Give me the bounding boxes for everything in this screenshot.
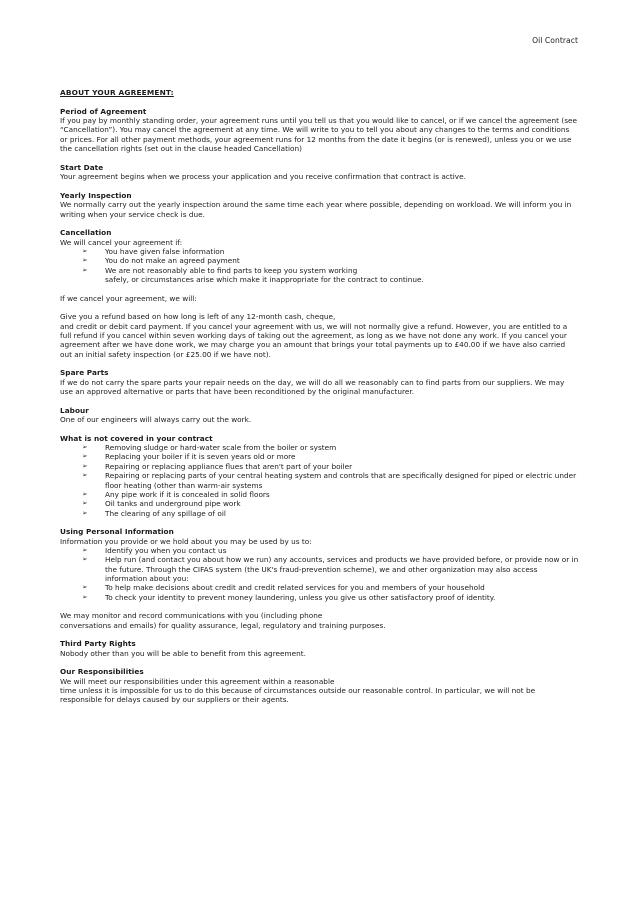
list-item-label: Repairing or replacing parts of your central heating system and controls that are specifically designed for piped or electric under floor heating (other than warm-air systems (105, 471, 577, 490)
list-item (60, 247, 579, 256)
list-item (60, 266, 579, 275)
list-item (60, 583, 579, 592)
section-period-of-agreement (60, 107, 579, 154)
list-item (60, 546, 579, 555)
bullet-arrow-icon: ➢ (82, 489, 88, 498)
section-intro: Information you provide or we hold about you may be used by us to: (60, 536, 312, 546)
spacer (60, 658, 579, 667)
section-heading: Our Responsibilities (60, 667, 144, 677)
spacer (60, 518, 579, 527)
section-yearly-inspection (60, 191, 579, 219)
section-heading: Yearly Inspection (60, 190, 132, 200)
not-covered-bullet-list (60, 443, 579, 518)
list-item-label: Identify you when you contact us (105, 545, 227, 555)
section-paragraph: time unless it is impossible for us to do this because of circumstances outside our reasonable control. In particular, we will not be responsible for delays caused by our suppliers or their agents. (60, 686, 536, 705)
spacer (60, 424, 579, 433)
spacer (60, 219, 579, 228)
bullet-arrow-icon: ➢ (82, 592, 88, 601)
section-paragraph: We may monitor and record communications with you (including phone (60, 611, 323, 621)
bullet-arrow-icon: ➢ (82, 256, 88, 265)
section-paragraph: conversations and emails) for quality assurance, legal, regulatory and training purposes. (60, 620, 386, 630)
section-paragraph: Nobody other than you will be able to benefit from this agreement. (60, 648, 306, 658)
spacer (60, 153, 579, 162)
spacer (60, 97, 579, 106)
bullet-arrow-icon: ➢ (82, 545, 88, 554)
bullet-arrow-icon: ➢ (82, 555, 88, 564)
list-item-label: To check your identity to prevent money laundering, unless you give us other satisfactory proof of identity. (105, 592, 496, 602)
bullet-arrow-icon: ➢ (82, 583, 88, 592)
section-paragraph: If we cancel your agreement, we will: (60, 293, 197, 303)
spacer (60, 602, 579, 611)
section-start-date (60, 163, 579, 182)
section-heading: Using Personal Information (60, 527, 174, 537)
list-item (60, 593, 579, 602)
section-third-party-rights (60, 639, 579, 658)
page-title: ABOUT YOUR AGREEMENT: (60, 88, 174, 97)
section-paragraph: Your agreement begins when we process your application and you receive confirmation that contract is active. (60, 172, 466, 182)
bullet-arrow-icon: ➢ (82, 452, 88, 461)
spacer (60, 182, 579, 191)
bullet-arrow-icon: ➢ (82, 461, 88, 470)
list-item (60, 443, 579, 452)
list-item (60, 462, 579, 471)
bullet-arrow-icon: ➢ (82, 265, 88, 274)
personal-information-bullet-list (60, 546, 579, 602)
list-item (60, 555, 579, 583)
list-item (60, 256, 579, 265)
running-header (60, 36, 578, 46)
section-heading: Labour (60, 405, 89, 415)
section-not-covered (60, 434, 579, 518)
section-paragraph: One of our engineers will always carry out the work. (60, 415, 252, 425)
spacer (60, 359, 579, 368)
list-item-label: Help run (and contact you about how we run) any accounts, services and products we have provided before, or provide now or in the future. Through the CIFAS system (the UK's fraud-prevention scheme), we and other organization may also access information about you: (105, 555, 579, 583)
section-paragraph: Give you a refund based on how long is left of any 12-month cash, cheque, (60, 312, 336, 322)
section-paragraph: We will meet our responsibilities under this agreement within a reasonable (60, 676, 335, 686)
list-item-label: Any pipe work if it is concealed in solid floors (105, 489, 270, 499)
section-heading: Third Party Rights (60, 639, 136, 649)
section-heading: Start Date (60, 162, 104, 172)
section-heading: Period of Agreement (60, 106, 147, 116)
list-item (60, 471, 579, 490)
list-item-continuation: safely, or circumstances arise which make it inappropriate for the contract to continue. (105, 274, 424, 284)
section-heading: What is not covered in your contract (60, 433, 213, 443)
list-item (60, 509, 579, 518)
bullet-arrow-icon: ➢ (82, 246, 88, 255)
list-item-label: We are not reasonably able to find parts to keep you system working (105, 265, 358, 275)
spacer (60, 396, 579, 405)
section-labour (60, 406, 579, 425)
list-item-label: The clearing of any spillage of oil (105, 508, 226, 518)
list-item-label: Oil tanks and underground pipe work (105, 499, 241, 509)
list-item-label: You do not make an agreed payment (105, 256, 240, 266)
list-item-label: Replacing your boiler if it is seven years old or more (105, 452, 296, 462)
section-heading: Spare Parts (60, 368, 109, 378)
list-item-label: To help make decisions about credit and credit related services for you and members of your household (105, 583, 485, 593)
spacer (60, 284, 579, 293)
list-item (60, 490, 579, 499)
section-spare-parts (60, 368, 579, 396)
bullet-arrow-icon: ➢ (82, 443, 88, 452)
list-item-label: You have given false information (105, 246, 225, 256)
bullet-arrow-icon: ➢ (82, 508, 88, 517)
section-using-personal-information (60, 527, 579, 630)
list-item (60, 499, 579, 508)
section-our-responsibilities (60, 667, 579, 704)
spacer (60, 303, 579, 312)
section-intro: We will cancel your agreement if: (60, 237, 183, 247)
list-item-label: Repairing or replacing appliance flues that aren't part of your boiler (105, 461, 353, 471)
list-item (60, 452, 579, 461)
section-paragraph: If you pay by monthly standing order, your agreement runs until you tell us that you would like to cancel, or if we cancel the agreement (see “Cancellation”). You may cancel the agreement at any time. We will write to you to tell you about any changes to the terms and conditions or prices. For all other payment methods, your agreement runs for 12 months from the date it begins (or is renewed), unless you or we use the cancellation rights (set out in the clause headed Cancellation) (60, 116, 578, 154)
section-paragraph: We normally carry out the yearly inspection around the same time each year where possible, depending on workload. We will inform you in writing when your service check is due. (60, 200, 572, 219)
bullet-arrow-icon: ➢ (82, 499, 88, 508)
section-paragraph: If we do not carry the spare parts your repair needs on the day, we will do all we reasonably can to find parts from our suppliers. We may use an approved alternative or parts that have been reconditioned by the original manufacturer. (60, 377, 565, 397)
section-cancellation (60, 228, 579, 359)
bullet-arrow-icon: ➢ (82, 471, 88, 480)
running-header-title: Oil Contract (532, 36, 578, 45)
spacer (60, 630, 579, 639)
list-item-label: Removing sludge or hard-water scale from the boiler or system (105, 443, 337, 453)
cancellation-bullet-list (60, 247, 579, 275)
section-heading: Cancellation (60, 228, 112, 238)
section-paragraph: and credit or debit card payment. If you cancel your agreement with us, we will not normally give a refund. However, you are entitled to a full refund if you cancel within seven working days of taking out the agreement, as long as we have not done any work. If you cancel your agreement after we have done work, we may charge you an amount that brings your total payments up to £40.00 if we have also carried out an initial safety inspection (or £25.00 if we have not). (60, 321, 568, 359)
document-body (60, 88, 579, 705)
